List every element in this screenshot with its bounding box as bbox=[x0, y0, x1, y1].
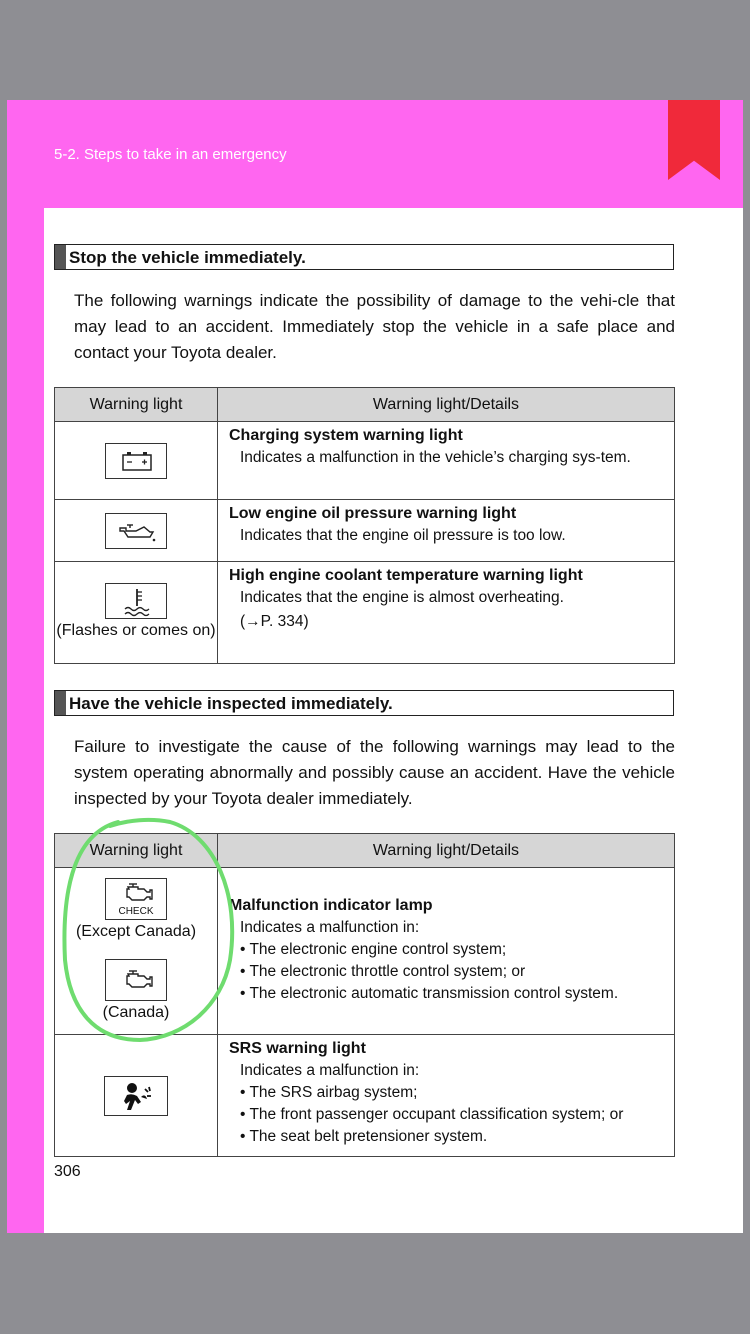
light-description: Indicates a malfunction in the vehicle’s charging sys-tem. bbox=[240, 449, 631, 466]
light-description: Indicates a malfunction in: bbox=[240, 919, 420, 936]
list-item: • The electronic throttle control system; or bbox=[240, 961, 673, 983]
section-heading-inspect bbox=[54, 690, 674, 716]
heading-bar bbox=[55, 691, 66, 715]
column-header: Warning light bbox=[55, 388, 218, 422]
light-title: Low engine oil pressure warning light bbox=[229, 505, 517, 522]
light-title: SRS warning light bbox=[229, 1040, 366, 1057]
section-title: Have the vehicle inspected immediately. bbox=[69, 694, 393, 713]
table-row bbox=[55, 500, 675, 562]
malfunction-list bbox=[240, 939, 673, 1005]
light-caption: (Canada) bbox=[102, 1004, 170, 1021]
table-row bbox=[55, 868, 675, 1035]
side-strip bbox=[7, 208, 44, 1233]
list-item: • The seat belt pretensioner system. bbox=[240, 1126, 673, 1148]
page-number: 306 bbox=[54, 1163, 81, 1180]
engine-icon bbox=[105, 959, 167, 1001]
light-title: Charging system warning light bbox=[229, 427, 463, 444]
battery-icon bbox=[105, 443, 167, 479]
light-caption: (Flashes or comes on) bbox=[56, 622, 216, 639]
malfunction-list bbox=[240, 1082, 673, 1148]
section-title: Stop the vehicle immediately. bbox=[69, 248, 306, 267]
section-intro: The following warnings indicate the possibility of damage to the vehi-cle that may lead to an accident. Immediately stop the vehicle in a safe place and contact your Toyota dealer. bbox=[74, 291, 675, 362]
coolant-temperature-icon bbox=[105, 583, 167, 619]
warning-table-inspect bbox=[54, 833, 675, 1157]
list-item: • The electronic automatic transmission control system. bbox=[240, 983, 673, 1005]
section-heading-stop bbox=[54, 244, 674, 270]
warning-table-stop bbox=[54, 387, 675, 664]
section-breadcrumb: 5-2. Steps to take in an emergency bbox=[54, 146, 287, 163]
manual-page bbox=[7, 100, 743, 1233]
list-item: • The SRS airbag system; bbox=[240, 1082, 673, 1104]
check-label: CHECK bbox=[118, 906, 154, 917]
heading-bar bbox=[55, 245, 66, 269]
list-item: • The front passenger occupant classification system; or bbox=[240, 1104, 673, 1126]
oil-can-icon bbox=[105, 513, 167, 549]
light-description: Indicates that the engine oil pressure is too low. bbox=[240, 527, 566, 544]
check-engine-icon bbox=[105, 878, 167, 920]
bookmark-ribbon-icon[interactable] bbox=[668, 100, 720, 180]
light-caption: (Except Canada) bbox=[75, 923, 197, 940]
page-header bbox=[7, 100, 743, 208]
table-row bbox=[55, 562, 675, 664]
column-header: Warning light/Details bbox=[218, 388, 675, 422]
list-item: • The electronic engine control system; bbox=[240, 939, 673, 961]
light-title: Malfunction indicator lamp bbox=[229, 897, 433, 914]
column-header: Warning light/Details bbox=[218, 834, 675, 868]
light-description: Indicates that the engine is almost overheating. bbox=[240, 589, 564, 606]
light-description: Indicates a malfunction in: bbox=[240, 1062, 420, 1079]
page-reference-link[interactable]: (→P. 334) bbox=[240, 613, 309, 630]
table-row bbox=[55, 1035, 675, 1157]
srs-airbag-icon bbox=[104, 1076, 168, 1116]
column-header: Warning light bbox=[55, 834, 218, 868]
section-intro: Failure to investigate the cause of the following warnings may lead to the system operating abnormally and possibly cause an accident. Have the vehicle inspected by your Toyota dealer immediately. bbox=[74, 737, 675, 808]
light-title: High engine coolant temperature warning light bbox=[229, 567, 583, 584]
table-row bbox=[55, 422, 675, 500]
